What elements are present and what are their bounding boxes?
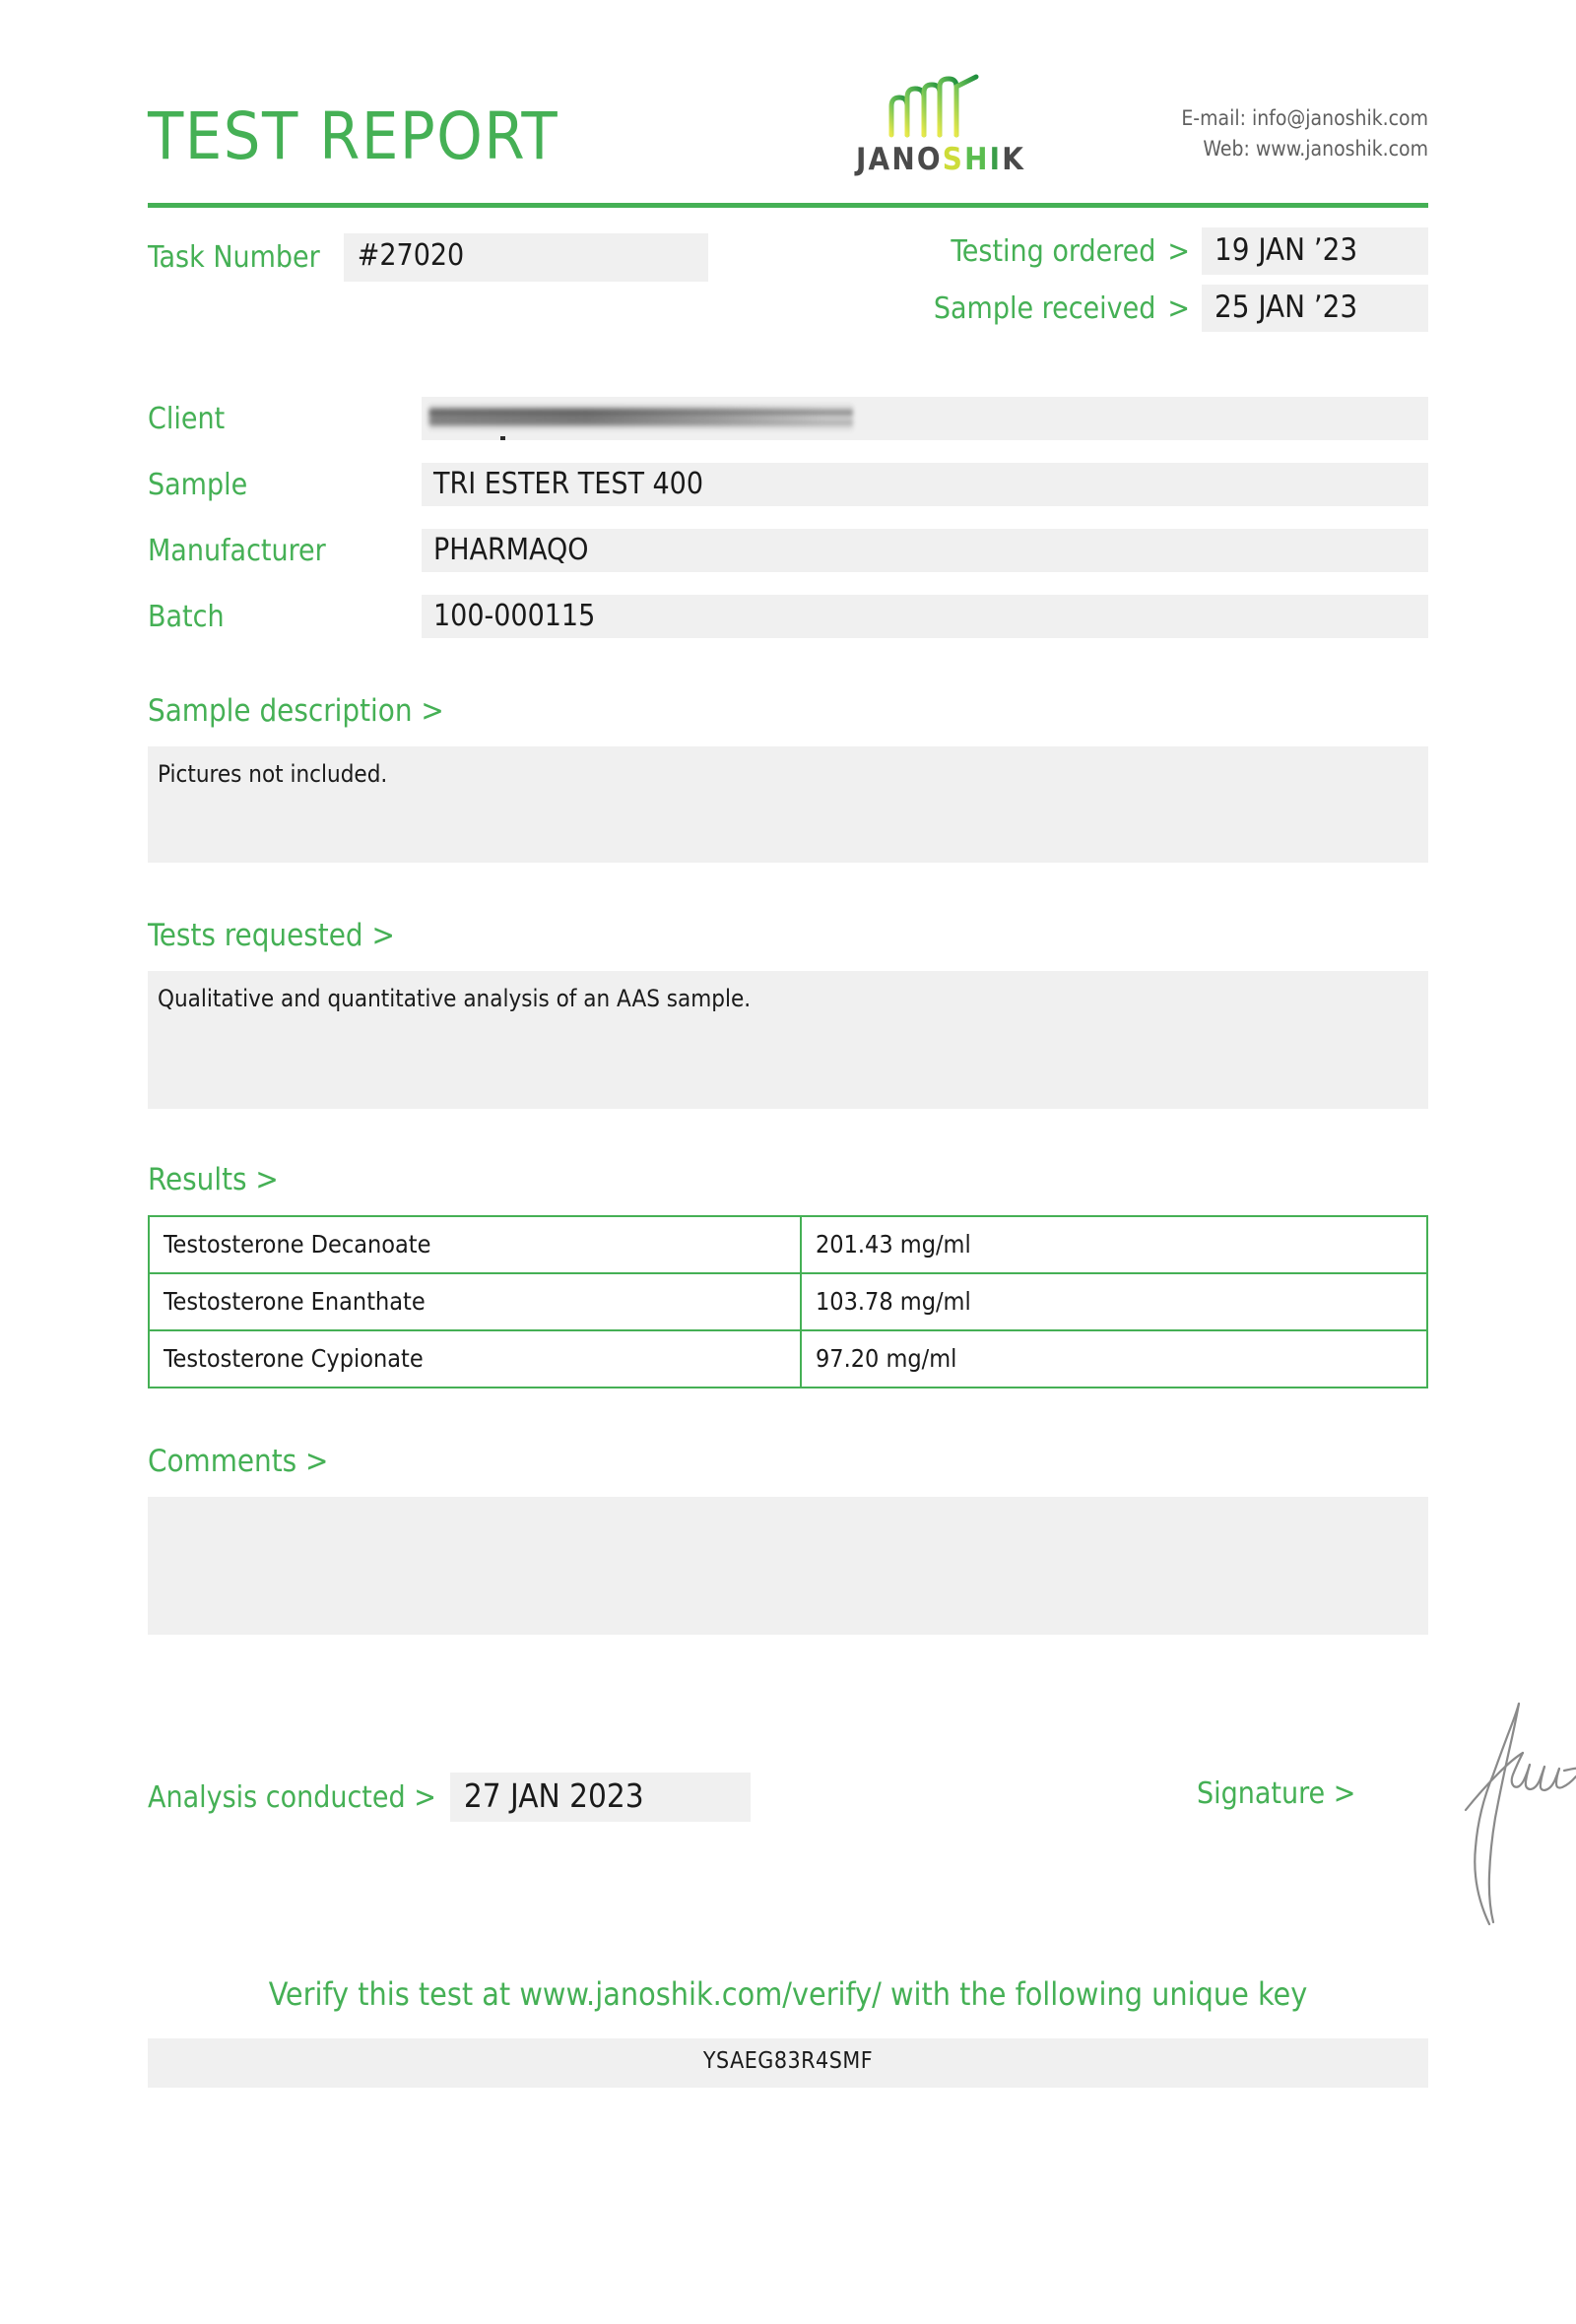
sample-received-value: 25 JAN ’23 <box>1202 285 1428 332</box>
redaction-speck-icon <box>500 436 505 440</box>
results-title: Results > <box>148 1162 279 1197</box>
manufacturer-label: Manufacturer <box>148 533 326 568</box>
sample-received-label: Sample received <box>933 290 1156 326</box>
batch-row <box>148 595 1428 638</box>
chevron-right-icon: > <box>1167 233 1190 269</box>
signature-label: Signature > <box>1197 1776 1356 1811</box>
comments-text <box>148 1497 1428 1635</box>
sample-description-text: Pictures not included. <box>148 746 1428 863</box>
analyte-name: Testosterone Cypionate <box>149 1330 801 1388</box>
sample-description-title: Sample description > <box>148 693 444 729</box>
results-table <box>148 1215 1428 1388</box>
page-title: TEST REPORT <box>148 98 559 174</box>
sample-row <box>148 463 1428 506</box>
sample-description-section <box>148 693 1428 863</box>
task-and-dates-row <box>148 208 1428 326</box>
sample-info-block <box>148 397 1428 638</box>
tests-requested-section <box>148 918 1428 1109</box>
janoshik-logo <box>827 74 1054 175</box>
contact-email: E-mail: info@janoshik.com <box>1181 106 1428 131</box>
chevron-right-icon: > <box>1167 290 1190 326</box>
batch-label: Batch <box>148 599 225 634</box>
tests-requested-text: Qualitative and quantitative analysis of an AAS sample. <box>148 971 1428 1109</box>
analysis-conducted-date: 27 JAN 2023 <box>450 1773 751 1822</box>
ascending-bars-chart-icon <box>827 74 1054 143</box>
analyte-value: 201.43 mg/ml <box>801 1216 1427 1273</box>
results-section <box>148 1162 1428 1388</box>
contact-info <box>1181 103 1428 163</box>
janoshik-wordmark: JANOSHIK <box>855 142 1026 177</box>
client-row <box>148 397 1428 440</box>
tests-requested-title: Tests requested > <box>148 918 395 953</box>
manufacturer-value: PHARMAQO <box>422 529 1428 572</box>
task-number-label: Task Number <box>148 239 320 275</box>
client-label: Client <box>148 401 226 436</box>
comments-section <box>148 1444 1428 1635</box>
analyte-value: 97.20 mg/ml <box>801 1330 1427 1388</box>
comments-title: Comments > <box>148 1444 329 1479</box>
redaction-blur-icon <box>429 409 823 424</box>
unique-key-value: YSAEG83R4SMF <box>148 2038 1428 2088</box>
table-row <box>149 1273 1427 1330</box>
dates-group <box>934 227 1428 332</box>
report-header <box>148 0 1428 197</box>
contact-web: Web: www.janoshik.com <box>1203 136 1428 161</box>
sample-received-row <box>934 285 1428 332</box>
manufacturer-row <box>148 529 1428 572</box>
testing-ordered-row <box>951 227 1428 275</box>
sample-value: TRI ESTER TEST 400 <box>422 463 1428 506</box>
verify-text: Verify this test at www.janoshik.com/verify/ with the following unique key <box>268 1975 1308 2013</box>
analyte-name: Testosterone Decanoate <box>149 1216 801 1273</box>
sample-label: Sample <box>148 467 248 502</box>
analyte-name: Testosterone Enanthate <box>149 1273 801 1330</box>
task-number-value: #27020 <box>344 233 708 282</box>
client-value-redacted <box>422 397 1428 440</box>
signature-image <box>1428 1700 1576 1930</box>
analysis-conducted-label: Analysis conducted > <box>148 1779 436 1815</box>
batch-value: 100-000115 <box>422 595 1428 638</box>
table-row <box>149 1330 1427 1388</box>
testing-ordered-value: 19 JAN ’23 <box>1202 227 1428 275</box>
analysis-signature-row <box>148 1729 1428 1936</box>
analysis-conducted-group <box>148 1773 751 1822</box>
testing-ordered-label: Testing ordered <box>951 233 1156 269</box>
table-row <box>149 1216 1427 1273</box>
analyte-value: 103.78 mg/ml <box>801 1273 1427 1330</box>
